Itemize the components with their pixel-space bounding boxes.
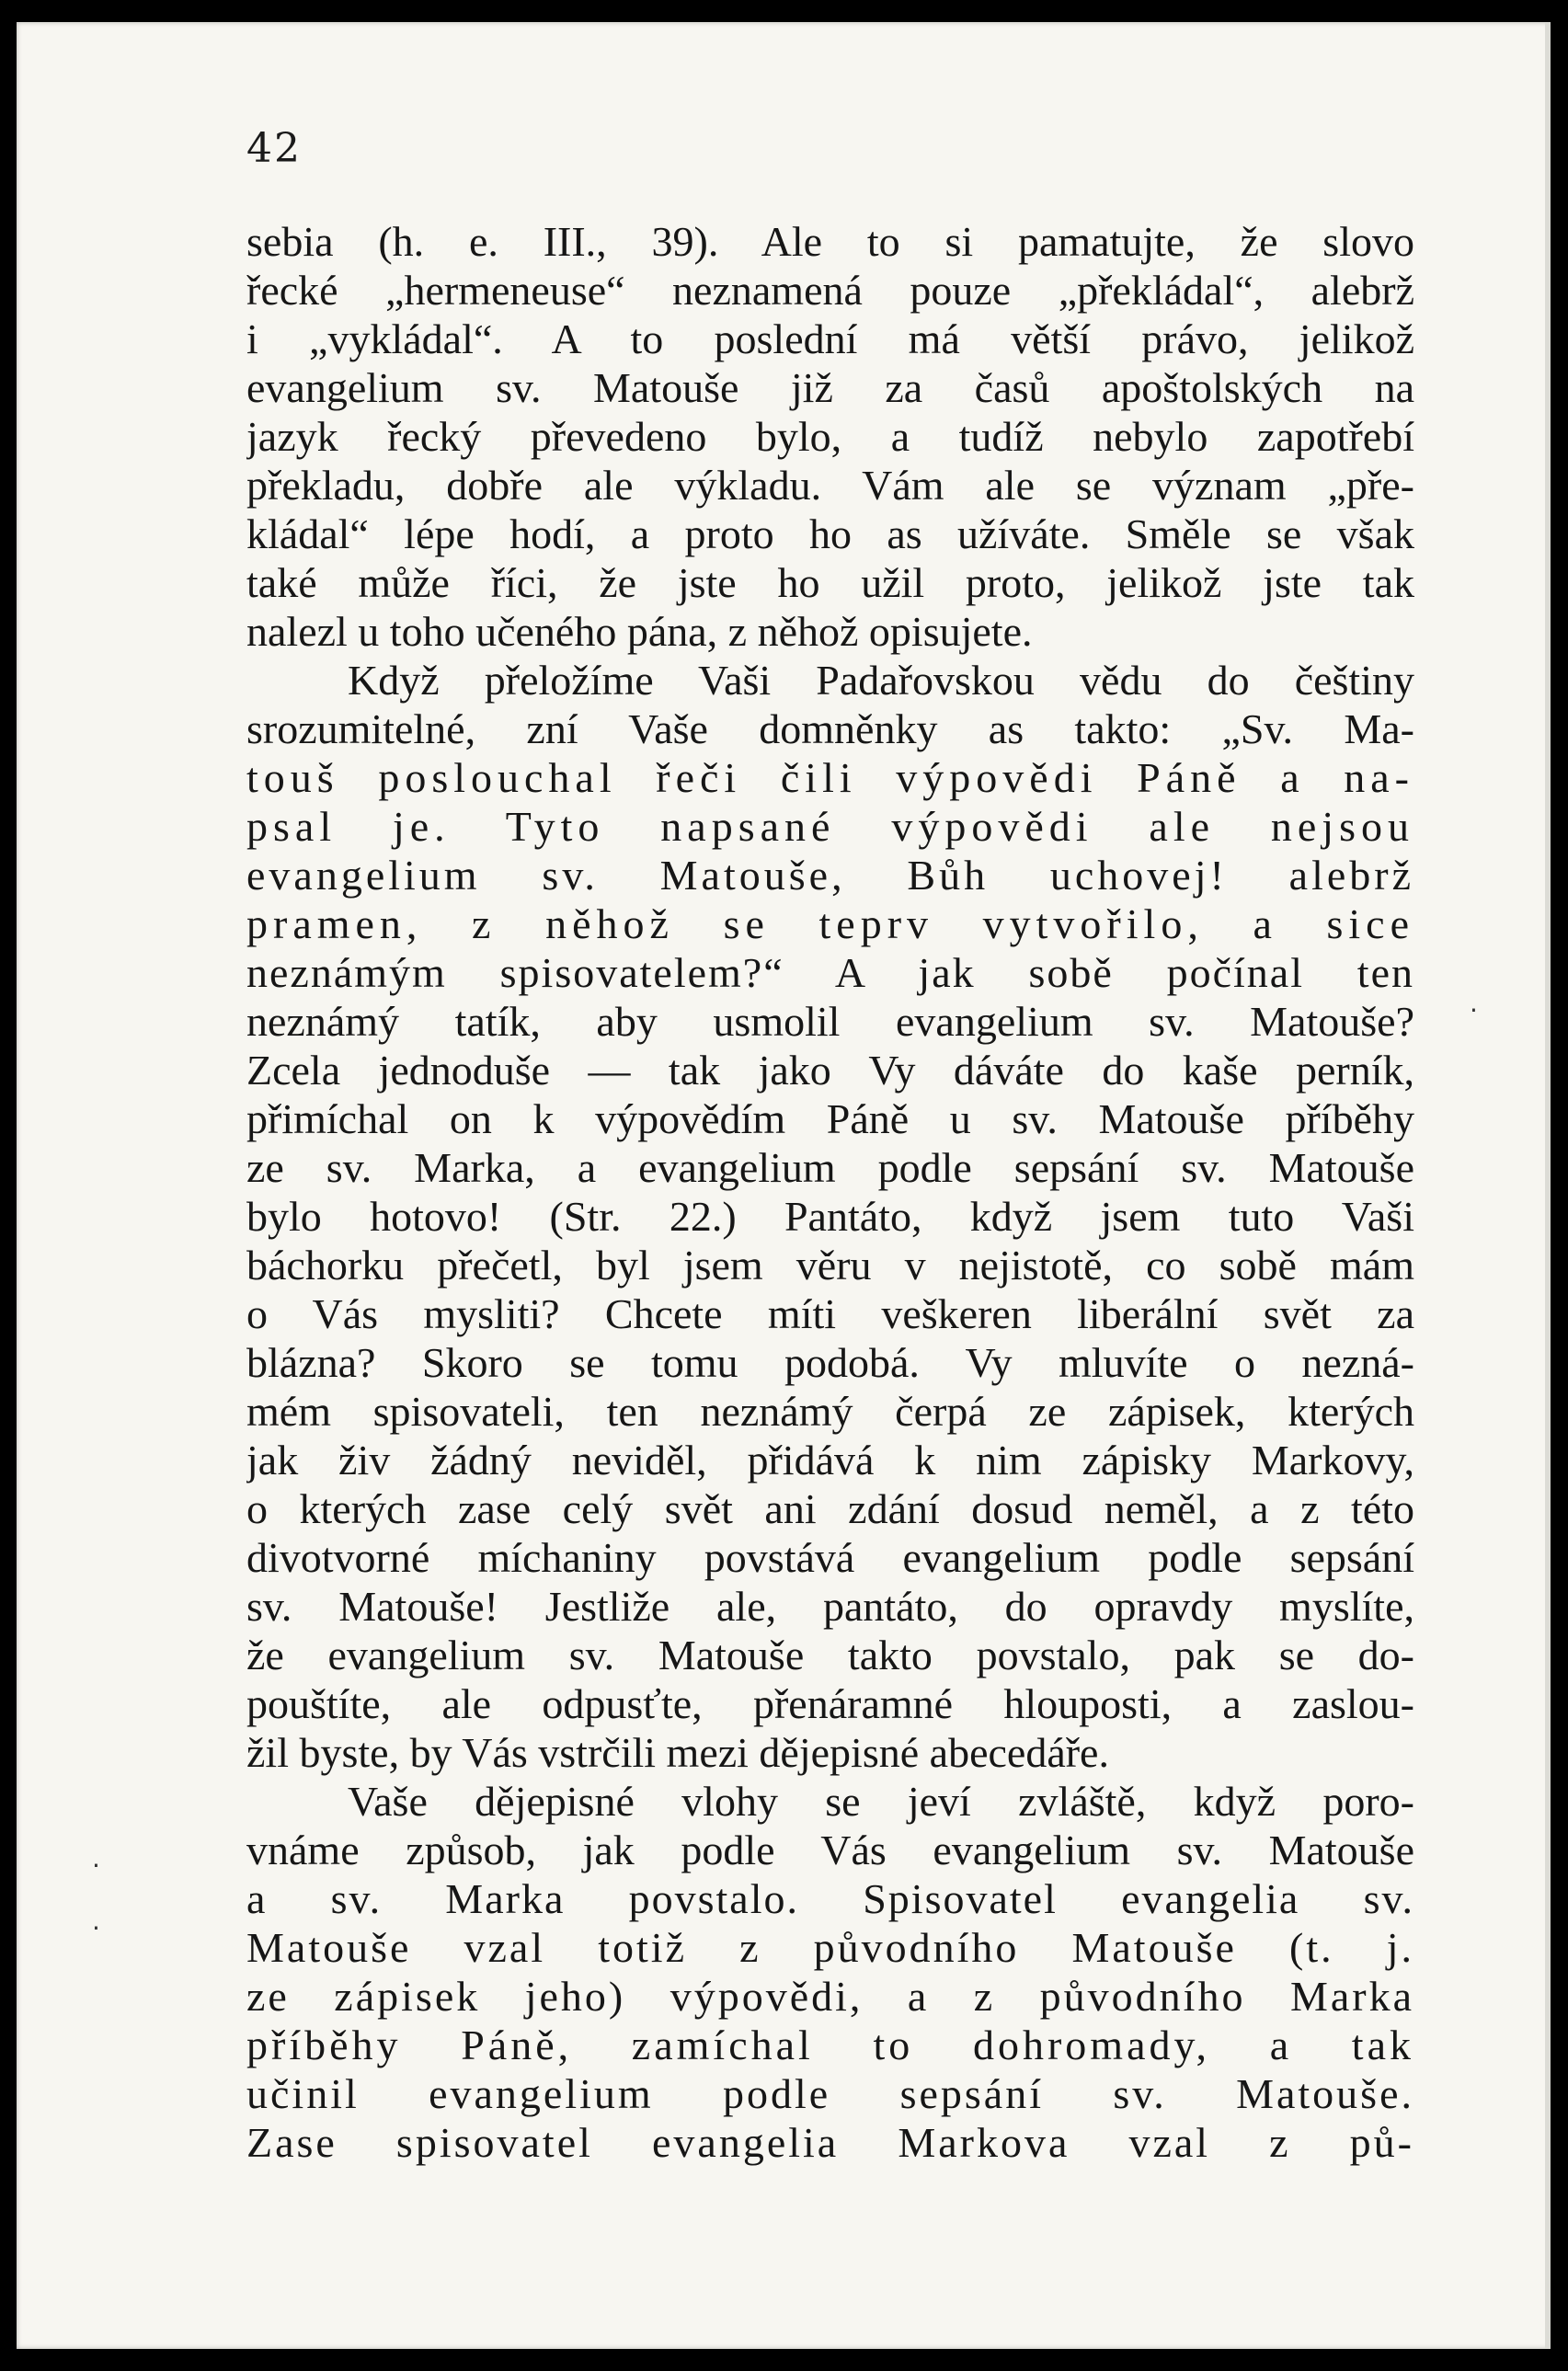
text-line: že evangelium sv. Matouše takto povstalo, pak se do-	[246, 1632, 1414, 1678]
text-line: Zcela jednoduše — tak jako Vy dáváte do kaše perník,	[246, 1047, 1414, 1094]
text-line: vnáme způsob, jak podle Vás evangelium sv. Matouše	[246, 1827, 1414, 1873]
text-line: jak živ žádný neviděl, přidává k nim zápisky Markovy,	[246, 1437, 1414, 1483]
text-line: bylo hotovo! (Str. 22.) Pantáto, když jsem tuto Vaši	[246, 1193, 1414, 1240]
text-line: psal je. Tyto napsané výpovědi ale nejsou	[246, 803, 1414, 850]
text-line: evangelium sv. Matouše již za časů apoštolských na	[246, 364, 1414, 411]
text-line: řecké „hermeneuse“ neznamená pouze „překládal“, alebrž	[246, 267, 1414, 314]
text-line: jazyk řecký převedeno bylo, a tudíž nebylo zapotřebí	[246, 413, 1414, 460]
text-line: touš poslouchal řeči čili výpovědi Páně a na-	[246, 754, 1414, 801]
text-line: přimíchal on k výpovědím Páně u sv. Matouše příběhy	[246, 1095, 1414, 1142]
text-line: nalezl u toho učeného pána, z něhož opisujete.	[246, 608, 1033, 655]
text-line: žil byste, by Vás vstrčili mezi dějepisné abecedáře.	[246, 1729, 1109, 1776]
text-line: evangelium sv. Matouše, Bůh uchovej! alebrž	[246, 852, 1414, 899]
text-line: Matouše vzal totiž z původního Matouše (t. j.	[246, 1924, 1414, 1971]
page-edge	[1545, 22, 1551, 2349]
text-line: mém spisovateli, ten neznámý čerpá ze zápisek, kterých	[246, 1388, 1414, 1435]
margin-dot: ·	[1470, 995, 1478, 1025]
text-line: pramen, z něhož se teprv vytvořilo, a sice	[246, 900, 1414, 947]
text-line: ze zápisek jeho) výpovědi, a z původního Marka	[246, 1973, 1414, 2020]
text-line: učinil evangelium podle sepsání sv. Matouše.	[246, 2070, 1414, 2117]
text-line: příběhy Páně, zamíchal to dohromady, a tak	[246, 2022, 1414, 2068]
text-line: sv. Matouše! Jestliže ale, pantáto, do opravdy myslíte,	[246, 1583, 1414, 1630]
text-line: blázna? Skoro se tomu podobá. Vy mluvíte o nezná-	[246, 1339, 1414, 1386]
margin-dot: ·	[92, 1913, 100, 1943]
text-line: Vaše dějepisné vlohy se jeví zvláště, když poro-	[348, 1778, 1414, 1825]
text-line: neznámým spisovatelem?“ A jak sobě počínal ten	[246, 949, 1414, 996]
text-line: neznámý tatík, aby usmolil evangelium sv. Matouše?	[246, 998, 1414, 1045]
text-line: pouštíte, ale odpusťte, přenáramné hlouposti, a zaslou-	[246, 1680, 1414, 1727]
text-line: a sv. Marka povstalo. Spisovatel evangelia sv.	[246, 1875, 1414, 1922]
text-line: překladu, dobře ale výkladu. Vám ale se význam „pře-	[246, 462, 1414, 509]
text-line: také může říci, že jste ho užil proto, jelikož jste tak	[246, 559, 1414, 606]
text-line: o Vás mysliti? Chcete míti veškeren liberální svět za	[246, 1290, 1414, 1337]
margin-dot: ·	[92, 1850, 100, 1881]
text-line: Když přeložíme Vaši Padařovskou vědu do češtiny	[348, 657, 1414, 704]
page-number: 42	[246, 125, 302, 172]
text-line: báchorku přečetl, byl jsem věru v nejistotě, co sobě mám	[246, 1242, 1414, 1289]
text-line: ze sv. Marka, a evangelium podle sepsání sv. Matouše	[246, 1144, 1414, 1191]
body-text	[246, 217, 1414, 2167]
text-line: o kterých zase celý svět ani zdání dosud neměl, a z této	[246, 1485, 1414, 1532]
text-line: Zase spisovatel evangelia Markova vzal z pů-	[246, 2119, 1414, 2166]
text-line: divotvorné míchaniny povstává evangelium podle sepsání	[246, 1534, 1414, 1581]
text-line: i „vykládal“. A to poslední má větší právo, jelikož	[246, 315, 1414, 362]
text-line: srozumitelné, zní Vaše domněnky as takto: „Sv. Ma-	[246, 705, 1414, 752]
text-line: sebia (h. e. III., 39). Ale to si pamatujte, že slovo	[246, 218, 1414, 265]
text-line: kládal“ lépe hodí, a proto ho as užíváte. Směle se však	[246, 510, 1414, 557]
